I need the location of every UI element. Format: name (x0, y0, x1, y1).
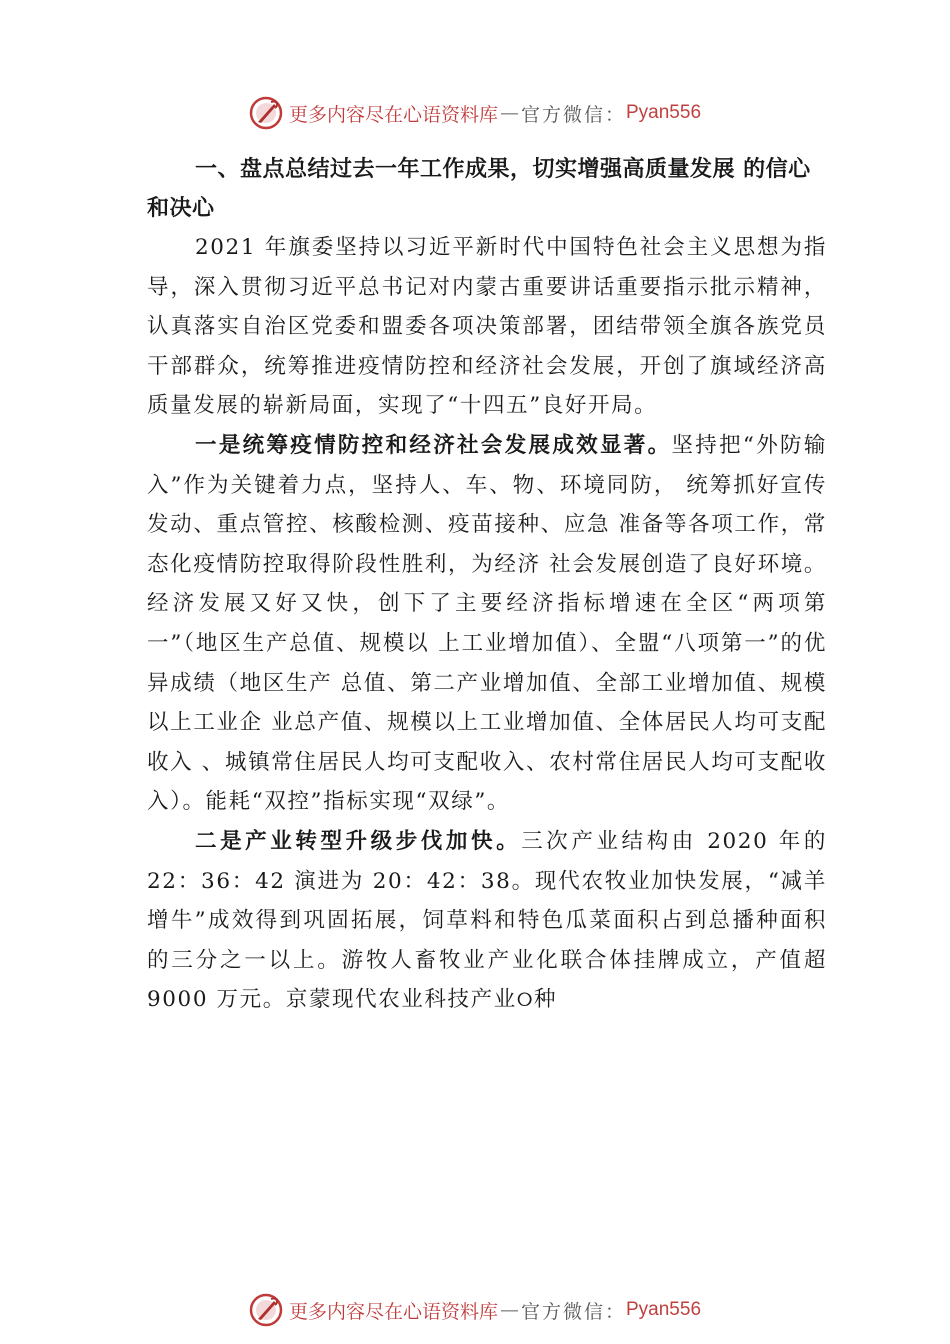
header-watermark-banner (0, 93, 950, 133)
banner-main-text: 更多内容尽在心语资料库 (288, 1300, 498, 1323)
footer-watermark-banner (0, 1290, 950, 1330)
document-body (147, 150, 827, 1020)
paragraph-intro (147, 228, 827, 426)
quill-logo-icon (249, 1293, 283, 1327)
paragraph-text: 2021 年旗委坚持以习近平新时代中国特色社会主义思想为指导，深入贯彻习近平总书记对内蒙古重要讲话重要指示批示精神，认真落实自治区党委和盟委各项决策部署，团结带领全旗各族党员干部群众，统筹推进疫情防控和经济社会发展，开创了旗域经济高质量发展的崭新局面，实现了“十四五”良好开局。 (147, 235, 827, 419)
banner-wechat-id: Pyan556 (626, 102, 702, 123)
banner-wechat-id: Pyan556 (626, 1299, 702, 1320)
section-heading: 一、盘点总结过去一年工作成果，切实增强高质量发展 的信心和决心 (147, 157, 811, 221)
banner-label: 官方微信： (520, 1300, 626, 1323)
paragraph-text: 坚持把“外防输入”作为关键着力点，坚持人、车、物、环境同防， 统筹抓好宣传发动、重点管控、核酸检测、疫苗接种、应急 准备等各项工作，常态化疫情防控取得阶段性胜利，为经济 社会发展创造了良好环境。经济发展又好又快，创下了主要经济指标增速在全区“两项第一”（地区生产总值、规模以 上工业增加值）、全盟“八项第一”的优异成绩（地区生产 总值、第二产业增加值、全部工业增加值、规模以上工业企 业总产值、规模以上工业增加值、全体居民人均可支配收入 、城镇常住居民人均可支配收入、农村常住居民人均可支配收 入）。能耗“双控”指标实现“双绿”。 (147, 432, 827, 815)
banner-label: 官方微信： (520, 103, 626, 126)
paragraph-epidemic (147, 426, 827, 822)
paragraph-lead: 二是产业转型升级步伐加快。 (195, 828, 522, 854)
paragraph-industry (147, 822, 827, 1020)
paragraph-lead: 一是统筹疫情防控和经济社会发展成效显著。 (195, 432, 672, 458)
banner-separator: — (499, 102, 519, 124)
quill-logo-icon (249, 96, 283, 130)
banner-separator: — (499, 1299, 519, 1321)
banner-main-text: 更多内容尽在心语资料库 (288, 103, 498, 126)
paragraph-text: 三次产业结构由 2020 年的 22：36：42 演进为 20：42：38。现代农牧业加快发展，“减羊增牛”成效得到巩固拓展，饲草料和特色瓜菜面积占到总播种面积的三分之一以上。游牧人畜牧业产业化联合体挂牌成立，产值超 9000 万元。京蒙现代农业科技产业୦种 (147, 828, 827, 1013)
